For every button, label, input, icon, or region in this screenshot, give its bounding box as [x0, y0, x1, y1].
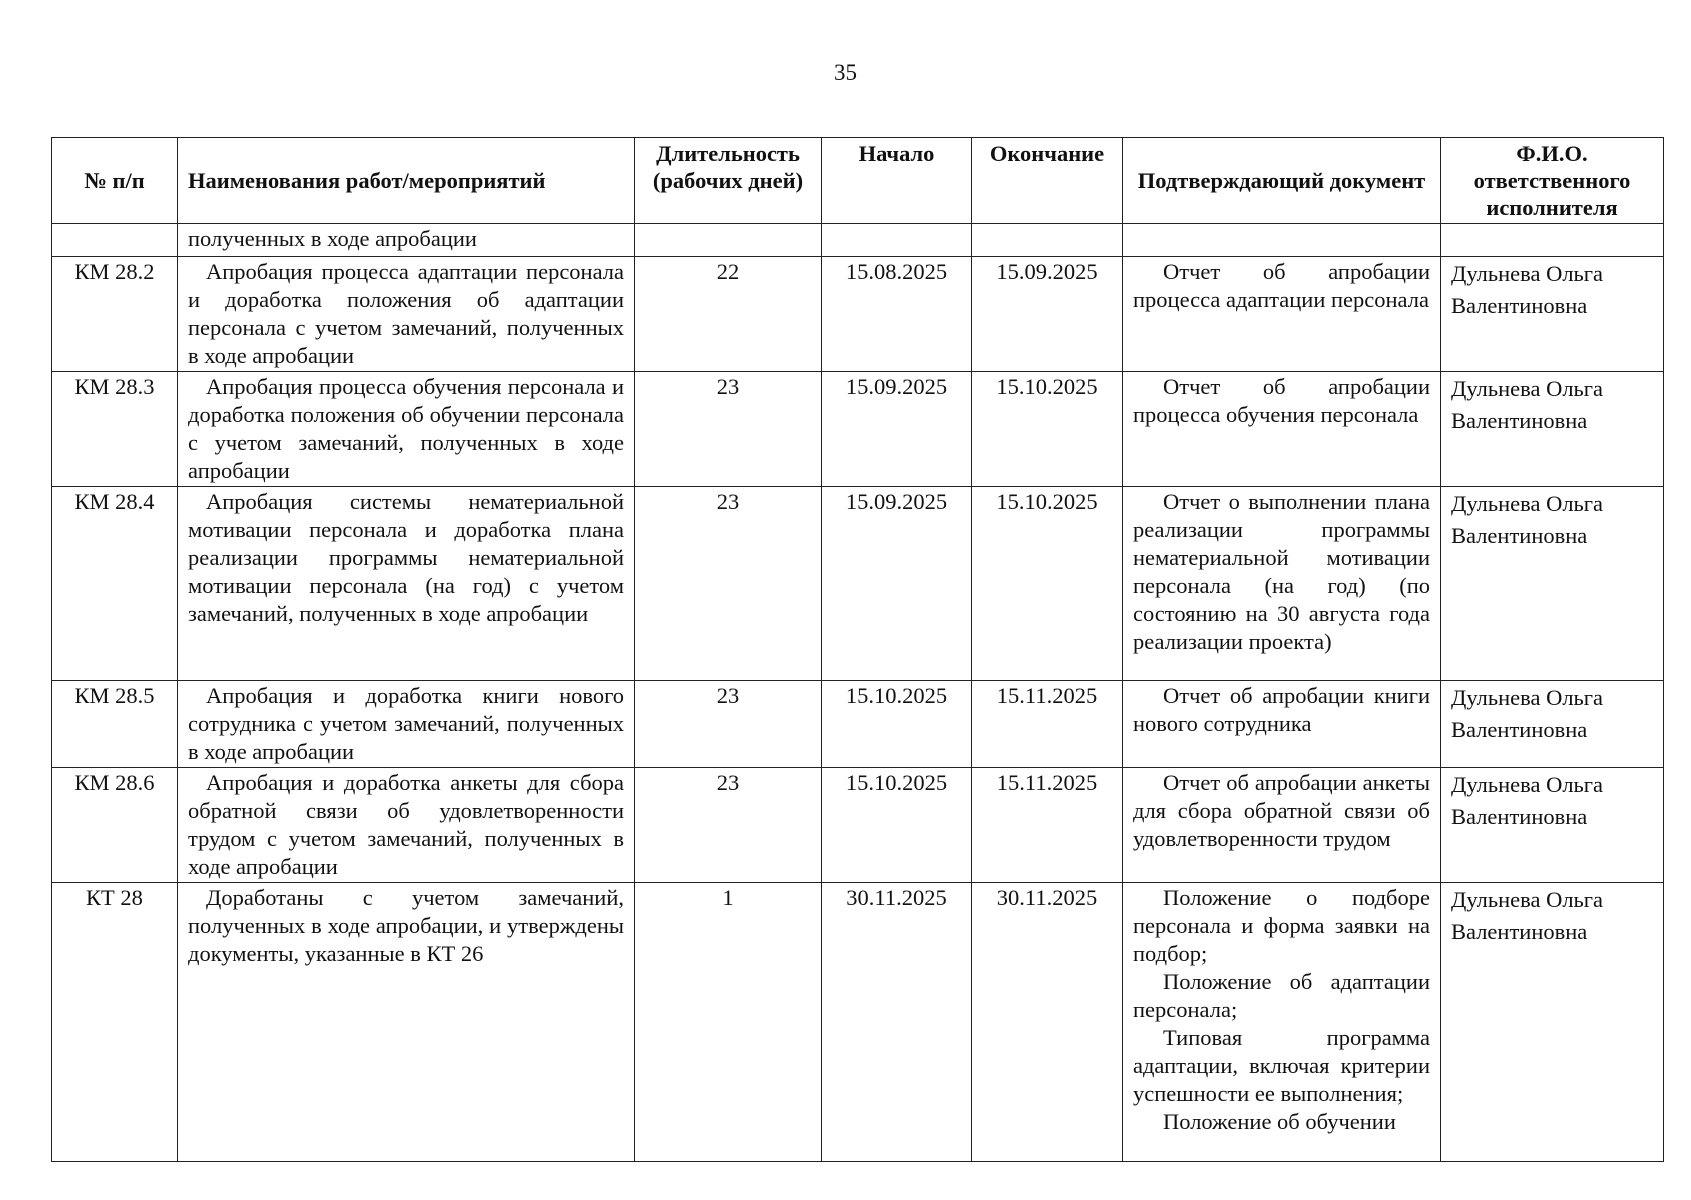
cell-duration	[635, 224, 822, 257]
cell-duration: 1	[635, 883, 822, 1162]
header-num: № п/п	[52, 138, 178, 224]
header-start: Начало	[822, 138, 972, 224]
cell-responsible: Дульнева Ольга Валентиновна	[1441, 768, 1664, 883]
cell-end: 30.11.2025	[972, 883, 1123, 1162]
cell-responsible: Дульнева Ольга Валентиновна	[1441, 257, 1664, 372]
cell-start: 15.09.2025	[822, 487, 972, 681]
page-number: 35	[834, 60, 857, 85]
header-responsible: Ф.И.О. ответственного исполнителя	[1441, 138, 1664, 224]
cell-document	[1123, 372, 1441, 487]
cell-start: 15.08.2025	[822, 257, 972, 372]
table-row	[52, 768, 1664, 883]
cell-end: 15.10.2025	[972, 372, 1123, 487]
document-line: Отчет об апробации процесса обучения персонала	[1133, 374, 1430, 427]
cell-name: Апробация процесса обучения персонала и доработка положения об обучении персонала с учетом замечаний, полученных в ходе апробации	[178, 372, 635, 487]
cell-start: 15.09.2025	[822, 372, 972, 487]
header-duration: Длительность (рабочих дней)	[635, 138, 822, 224]
header-name: Наименования работ/мероприятий	[178, 138, 635, 224]
table-row	[52, 257, 1664, 372]
cell-document	[1123, 681, 1441, 768]
cell-name: Апробация и доработка анкеты для сбора обратной связи об удовлетворенности трудом с учетом замечаний, полученных в ходе апробации	[178, 768, 635, 883]
work-schedule-table	[51, 137, 1664, 1162]
cell-document	[1123, 883, 1441, 1162]
document-line: Положение об обучении	[1163, 1109, 1396, 1134]
cell-responsible	[1441, 224, 1664, 257]
cell-num	[52, 224, 178, 257]
document-line: Отчет об апробации книги нового сотрудника	[1133, 683, 1430, 736]
cell-end: 15.10.2025	[972, 487, 1123, 681]
document-line: Отчет об апробации анкеты для сбора обратной связи об удовлетворенности трудом	[1133, 770, 1430, 851]
cell-num: КТ 28	[52, 883, 178, 1162]
cell-num: КМ 28.4	[52, 487, 178, 681]
cell-start: 30.11.2025	[822, 883, 972, 1162]
table-row-continuation	[52, 224, 1664, 257]
cell-name: полученных в ходе апробации	[178, 224, 635, 257]
document-line: Отчет об апробации процесса адаптации персонала	[1133, 259, 1430, 312]
cell-start: 15.10.2025	[822, 681, 972, 768]
table-row	[52, 883, 1664, 1162]
cell-num: КМ 28.6	[52, 768, 178, 883]
cell-duration: 23	[635, 372, 822, 487]
cell-end: 15.11.2025	[972, 681, 1123, 768]
cell-duration: 23	[635, 487, 822, 681]
cell-num: КМ 28.3	[52, 372, 178, 487]
cell-duration: 22	[635, 257, 822, 372]
document-line: Положение о подборе персонала и форма заявки на подбор;	[1133, 885, 1430, 966]
cell-end	[972, 224, 1123, 257]
cell-num: КМ 28.2	[52, 257, 178, 372]
cell-name: Доработаны с учетом замечаний, полученных в ходе апробации, и утверждены документы, указанные в КТ 26	[178, 883, 635, 1162]
cell-document	[1123, 768, 1441, 883]
table-row	[52, 372, 1664, 487]
cell-num: КМ 28.5	[52, 681, 178, 768]
cell-document	[1123, 487, 1441, 681]
cell-document	[1123, 224, 1441, 257]
document-line: Положение об адаптации персонала;	[1133, 969, 1430, 1022]
cell-name: Апробация и доработка книги нового сотрудника с учетом замечаний, полученных в ходе апробации	[178, 681, 635, 768]
cell-document	[1123, 257, 1441, 372]
document-line: Отчет о выполнении плана реализации программы нематериальной мотивации персонала (на год) (по состоянию на 30 августа года реализации проекта)	[1133, 489, 1430, 654]
table-header-row	[52, 138, 1664, 224]
cell-start	[822, 224, 972, 257]
cell-start: 15.10.2025	[822, 768, 972, 883]
header-document: Подтверждающий документ	[1123, 138, 1441, 224]
cell-duration: 23	[635, 768, 822, 883]
cell-responsible: Дульнева Ольга Валентиновна	[1441, 883, 1664, 1162]
header-end: Окончание	[972, 138, 1123, 224]
table-row	[52, 681, 1664, 768]
cell-responsible: Дульнева Ольга Валентиновна	[1441, 681, 1664, 768]
cell-end: 15.11.2025	[972, 768, 1123, 883]
cell-name: Апробация системы нематериальной мотивации персонала и доработка плана реализации программы нематериальной мотивации персонала (на год) с учетом замечаний, полученных в ходе апробации	[178, 487, 635, 681]
cell-responsible: Дульнева Ольга Валентиновна	[1441, 372, 1664, 487]
table-row	[52, 487, 1664, 681]
cell-name: Апробация процесса адаптации персонала и доработка положения об адаптации персонала с учетом замечаний, полученных в ходе апробации	[178, 257, 635, 372]
cell-duration: 23	[635, 681, 822, 768]
document-line: Типовая программа адаптации, включая критерии успешности ее выполнения;	[1133, 1025, 1430, 1106]
cell-responsible: Дульнева Ольга Валентиновна	[1441, 487, 1664, 681]
cell-end: 15.09.2025	[972, 257, 1123, 372]
